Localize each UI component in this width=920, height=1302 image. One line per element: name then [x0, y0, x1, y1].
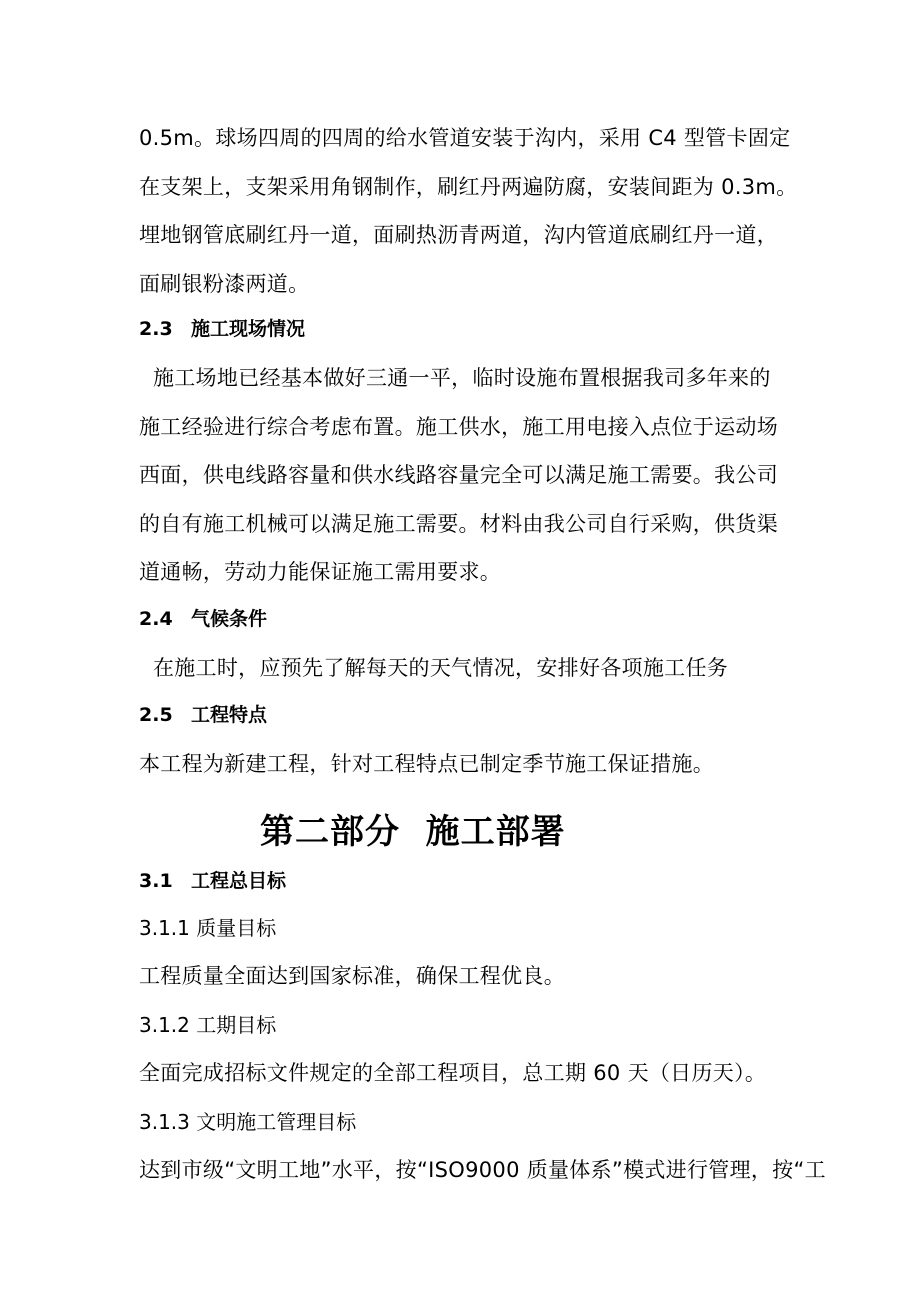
text-line: 埋地钢管底刷红丹一道，面刷热沥青两道，沟内管道底刷红丹一道， — [139, 223, 778, 247]
text-line: 达到市级“文明工地”水平，按“ISO9000 质量体系”模式进行管理，按“工 — [139, 1158, 826, 1182]
intro-paragraph — [139, 114, 798, 308]
section-title: 工程总目标 — [191, 870, 287, 892]
section-title: 气候条件 — [191, 608, 268, 630]
section-number: 2.3 — [139, 318, 173, 340]
text-line: 西面，供电线路容量和供水线路容量完全可以满足施工需要。我公司 — [139, 463, 778, 487]
section-heading-2-4 — [139, 604, 789, 634]
section-title: 工程特点 — [191, 704, 268, 726]
subsection-title: 3.1.2 工期目标 — [139, 1013, 277, 1037]
text-line: 在支架上，支架采用角钢制作，刷红丹两遍防腐，安装间距为 0.3m。 — [139, 174, 798, 199]
text-line: 本工程为新建工程，针对工程特点已制定季节施工保证措施。 — [139, 752, 715, 776]
subsection-3-1-1 — [139, 913, 789, 943]
paragraph — [139, 644, 789, 693]
part-title: 第二部分 施工部署 — [260, 812, 566, 852]
text-line: 的自有施工机械可以满足施工需要。材料由我公司自行采购，供货渠 — [139, 511, 778, 536]
subsection-3-1-3 — [139, 1107, 789, 1137]
paragraph — [139, 740, 789, 789]
section-heading-3-1 — [139, 866, 789, 896]
subsection-title: 3.1.3 文明施工管理目标 — [139, 1110, 357, 1134]
subsection-title: 3.1.1 质量目标 — [139, 916, 277, 940]
section-2-4-paragraph — [139, 644, 789, 693]
text-line: 施工场地已经基本做好三通一平，临时设施布置根据我司多年来的 — [139, 366, 771, 390]
text-line: 面刷银粉漆两道。 — [139, 271, 310, 296]
paragraph — [139, 1146, 826, 1195]
paragraph — [139, 1049, 789, 1098]
section-2-3-paragraph — [139, 354, 789, 597]
text-line: 道通畅，劳动力能保证施工需用要求。 — [139, 560, 502, 584]
paragraph — [139, 114, 798, 308]
section-2-5-paragraph — [139, 740, 789, 789]
section-number: 2.5 — [139, 704, 173, 726]
section-number: 2.4 — [139, 608, 173, 630]
text-line: 工程质量全面达到国家标准，确保工程优良。 — [139, 964, 565, 988]
subsection-3-1-1-text — [139, 952, 789, 1001]
subsection-3-1-2-text — [139, 1049, 789, 1098]
section-heading-2-3 — [139, 314, 789, 344]
text-line: 施工经验进行综合考虑布置。施工供水，施工用电接入点位于运动场 — [139, 414, 778, 439]
text-line: 在施工时，应预先了解每天的天气情况，安排好各项施工任务 — [139, 656, 729, 680]
subsection-3-1-2 — [139, 1010, 789, 1040]
text-line: 全面完成招标文件规定的全部工程项目，总工期 60 天（日历天）。 — [139, 1061, 767, 1085]
paragraph — [139, 952, 789, 1001]
section-number: 3.1 — [139, 870, 173, 892]
section-title: 施工现场情况 — [191, 318, 306, 340]
paragraph — [139, 354, 789, 597]
section-heading-2-5 — [139, 700, 789, 730]
subsection-3-1-3-text — [139, 1146, 826, 1195]
text-line: 0.5m。球场四周的四周的给水管道安装于沟内，采用 C4 型管卡固定 — [139, 126, 791, 150]
